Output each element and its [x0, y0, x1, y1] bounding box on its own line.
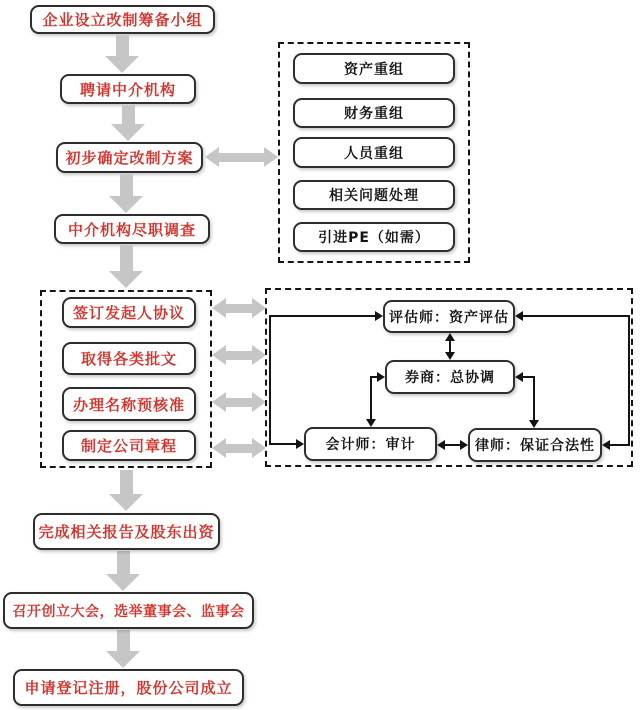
node-promoter-agreement: 签订发起人协议	[62, 297, 196, 328]
connector-arrowhead	[602, 440, 610, 450]
connector-arrowhead	[366, 419, 376, 427]
connector-arrowhead	[437, 440, 445, 450]
connector-line	[269, 443, 296, 445]
bidirectional-arrow-plan-restructuring	[205, 147, 278, 167]
flow-down-arrow	[106, 551, 140, 591]
flow-down-arrow	[105, 35, 139, 73]
connector-line	[269, 315, 375, 317]
flow-down-arrow	[106, 630, 140, 668]
node-hire-intermediaries: 聘请中介机构	[60, 74, 196, 104]
flow-down-arrow	[111, 105, 145, 141]
node-asset-restructuring: 资产重组	[293, 53, 455, 84]
group-restructuring	[278, 42, 470, 263]
connector-line	[610, 444, 630, 446]
node-name-preapproval: 办理名称预核准	[62, 387, 196, 421]
group-intermediaries	[265, 288, 633, 467]
node-draft-restructure-plan: 初步确定改制方案	[56, 142, 203, 173]
connector-arrowhead	[529, 420, 539, 428]
node-prep-team: 企业设立改制筹备小组	[30, 5, 215, 34]
connector-line	[370, 376, 372, 420]
node-founding-meeting: 召开创立大会，选举董事会、监事会	[3, 592, 254, 629]
connector-line	[628, 315, 630, 446]
connector-arrowhead	[460, 440, 468, 450]
node-financial-restructuring: 财务重组	[293, 98, 455, 128]
connector-line	[445, 444, 460, 446]
node-accountant: 会计师：审计	[304, 427, 437, 461]
connector-arrowhead	[515, 311, 523, 321]
connector-arrowhead	[515, 372, 523, 382]
node-obtain-approvals: 取得各类批文	[62, 342, 196, 375]
bidirectional-arrow	[212, 345, 266, 365]
node-company-articles: 制定公司章程	[62, 430, 196, 461]
node-due-diligence: 中介机构尽职调查	[54, 214, 210, 244]
node-registration-established: 申请登记注册，股份公司成立	[13, 669, 244, 706]
connector-arrowhead	[377, 372, 385, 382]
connector-line	[269, 315, 271, 445]
connector-line	[533, 376, 535, 420]
bidirectional-arrow	[212, 298, 266, 318]
flow-down-arrow	[109, 470, 143, 511]
flow-down-arrow	[109, 245, 143, 288]
node-broker: 券商：总协调	[385, 360, 515, 394]
connector-line	[523, 315, 630, 317]
connector-arrowhead	[296, 439, 304, 449]
connector-arrowhead	[375, 311, 383, 321]
node-reports-and-contribution: 完成相关报告及股东出资	[33, 513, 220, 550]
node-introduce-pe: 引进PE（如需）	[293, 222, 455, 252]
bidirectional-arrow	[212, 438, 266, 458]
bidirectional-arrow	[212, 392, 266, 412]
node-lawyer: 律师：保证合法性	[468, 428, 602, 462]
node-related-issues: 相关问题处理	[293, 180, 455, 210]
node-personnel-restructuring: 人员重组	[293, 137, 455, 168]
connector-arrowhead	[445, 352, 455, 360]
flow-down-arrow	[109, 174, 143, 213]
node-appraiser: 评估师：资产评估	[383, 300, 515, 333]
group-incorporation	[40, 290, 212, 468]
